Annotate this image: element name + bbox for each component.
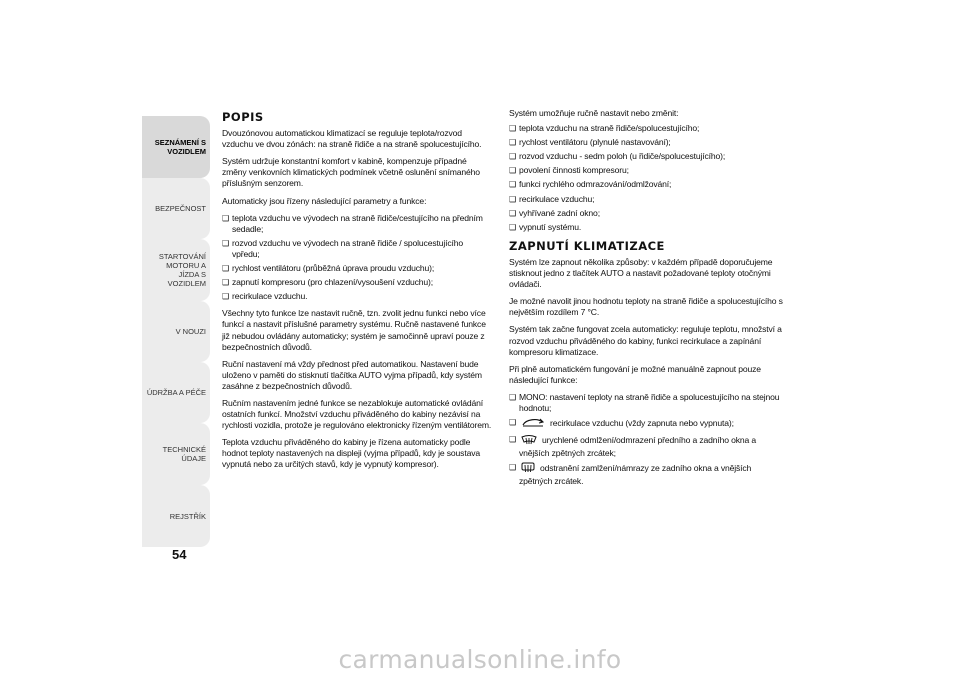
list-item: ❑ funkci rychlého odmrazování/odmlžování; xyxy=(509,179,783,190)
section-heading-zapnuti: ZAPNUTÍ KLIMATIZACE xyxy=(509,238,665,253)
list-item: ❑ rozvod vzduchu ve vývodech na straně řidiče / spolucestujícího vpředu; xyxy=(222,238,492,260)
paragraph: Systém tak začne fungovat zcela automaticky: reguluje teplotu, množství a rozvod vzduchu přiváděného do kabiny, funkci recirkulace a zapínání kompresoru klimatizace. xyxy=(509,324,782,357)
list-item: ❑ rychlost ventilátoru (plynulé nastavování); xyxy=(509,137,783,148)
list-item: ❑ recirkulace vzduchu (vždy zapnuta nebo vypnuta); xyxy=(509,417,783,431)
list-item: ❑ teplota vzduchu na straně řidiče/spolucestujícího; xyxy=(509,123,783,134)
list-item: ❑ vypnutí systému. xyxy=(509,222,783,233)
tab-technicke-udaje[interactable]: TECHNICKÉ ÚDAJE xyxy=(142,423,210,485)
paragraph: Všechny tyto funkce lze nastavit ručně, tzn. zvolit jednu funkci nebo více funkcí a nastavit příslušné parametry systému. Ručně nastavené funkce již nebudou ovládány automaticky; systém je samočinně upraví pouze z bezpečnostních důvodů. xyxy=(222,308,486,352)
list-item: ❑ rychlost ventilátoru (průběžná úprava proudu vzduchu); xyxy=(222,263,492,274)
tab-startovani[interactable]: STARTOVÁNÍ MOTORU A JÍZDA S VOZIDLEM xyxy=(142,239,210,301)
paragraph: Je možné navolit jinou hodnotu teploty na straně řidiče a spolucestujícího s největším rozdílem 7 °C. xyxy=(509,296,783,318)
windshield-defrost-icon xyxy=(521,434,537,448)
tab-seznameni-s-vozidlem[interactable]: SEZNÁMENÍ S VOZIDLEM xyxy=(142,116,210,178)
list-item: ❑ recirkulace vzduchu. xyxy=(222,291,492,302)
list-item: ❑ recirkulace vzduchu; xyxy=(509,194,783,205)
list-item: ❑ vyhřívané zadní okno; xyxy=(509,208,783,219)
list-item: ❑ MONO: nastavení teploty na straně řidiče a spolucestujícího na stejnou hodnotu; xyxy=(509,392,783,414)
recirculation-icon xyxy=(521,417,545,431)
paragraph: Dvouzónovou automatickou klimatizací se reguluje teplota/rozvod vzduchu ve dvou zónách: na straně řidiče a na straně spolucestujícího. xyxy=(222,128,482,150)
paragraph: Ruční nastavení má vždy přednost před automatikou. Nastavení bude uloženo v paměti do stisknutí tlačítka AUTO vyjma případů, kdy systém zasáhne z bezpečnostních důvodů. xyxy=(222,358,482,391)
tab-bezpecnost[interactable]: BEZPEČNOST xyxy=(142,178,210,239)
left-column xyxy=(222,108,492,477)
section-heading-popis: POPIS xyxy=(222,110,264,124)
paragraph: Automaticky jsou řízeny následující parametry a funkce: xyxy=(222,195,427,206)
list-item: ❑ teplota vzduchu ve vývodech na straně řidiče/cestujícího na předním sedadle; xyxy=(222,213,492,235)
tab-v-nouzi[interactable]: V NOUZI xyxy=(142,301,210,362)
tab-udrzba-a-pece[interactable]: ÚDRŽBA A PÉČE xyxy=(142,362,210,423)
paragraph: Systém umožňuje ručně nastavit nebo změnit: xyxy=(509,108,679,118)
list-item: ❑ odstranění zamlžení/námrazy ze zadního okna a vnějších zpětných zrcátek. xyxy=(509,462,783,487)
paragraph: Systém udržuje konstantní komfort v kabině, kompenzuje případné změny venkovních klimatických podmínek včetně oslunění snímaného příslušným senzorem. xyxy=(222,156,480,189)
right-column xyxy=(509,108,783,491)
list-item: ❑ zapnutí kompresoru (pro chlazení/vysoušení vzduchu); xyxy=(222,277,492,288)
rear-window-defrost-icon xyxy=(521,462,535,476)
paragraph: Při plně automatickém fungování je možné manuálně zapnout pouze následující funkce: xyxy=(509,363,761,385)
tab-rejstrik[interactable]: REJSTŘÍK xyxy=(142,485,210,547)
paragraph: Teplota vzduchu přiváděného do kabiny je řízena automaticky podle hodnot teploty nastavených na displeji (vyjma případů, kdy je soustava vypnutá nebo za určitých stavů, kdy je vypnutý kompresor). xyxy=(222,437,480,470)
list-item: ❑ povolení činnosti kompresoru; xyxy=(509,165,783,176)
page-number: 54 xyxy=(172,547,187,562)
list-item: ❑ urychlené odmlžení/odmrazení předního a zadního okna a vnějších zpětných zrcátek; xyxy=(509,434,783,459)
paragraph: Ručním nastavením jedné funkce se nezablokuje automatické ovládání ostatních funkcí. Množství vzduchu přiváděného do kabiny nezávisí na rychlosti vozidla, protože je regulováno elektronicky řízeným ventilátorem. xyxy=(222,397,492,431)
paragraph: Systém lze zapnout několika způsoby: v každém případě doporučujeme stisknout jedno z tlačítek AUTO a nastavit požadované teploty otočnými ovládači. xyxy=(509,256,773,290)
watermark: carmanualsonline.info xyxy=(338,645,622,674)
list-item: ❑ rozvod vzduchu - sedm poloh (u řidiče/spolucestujícího); xyxy=(509,151,783,162)
